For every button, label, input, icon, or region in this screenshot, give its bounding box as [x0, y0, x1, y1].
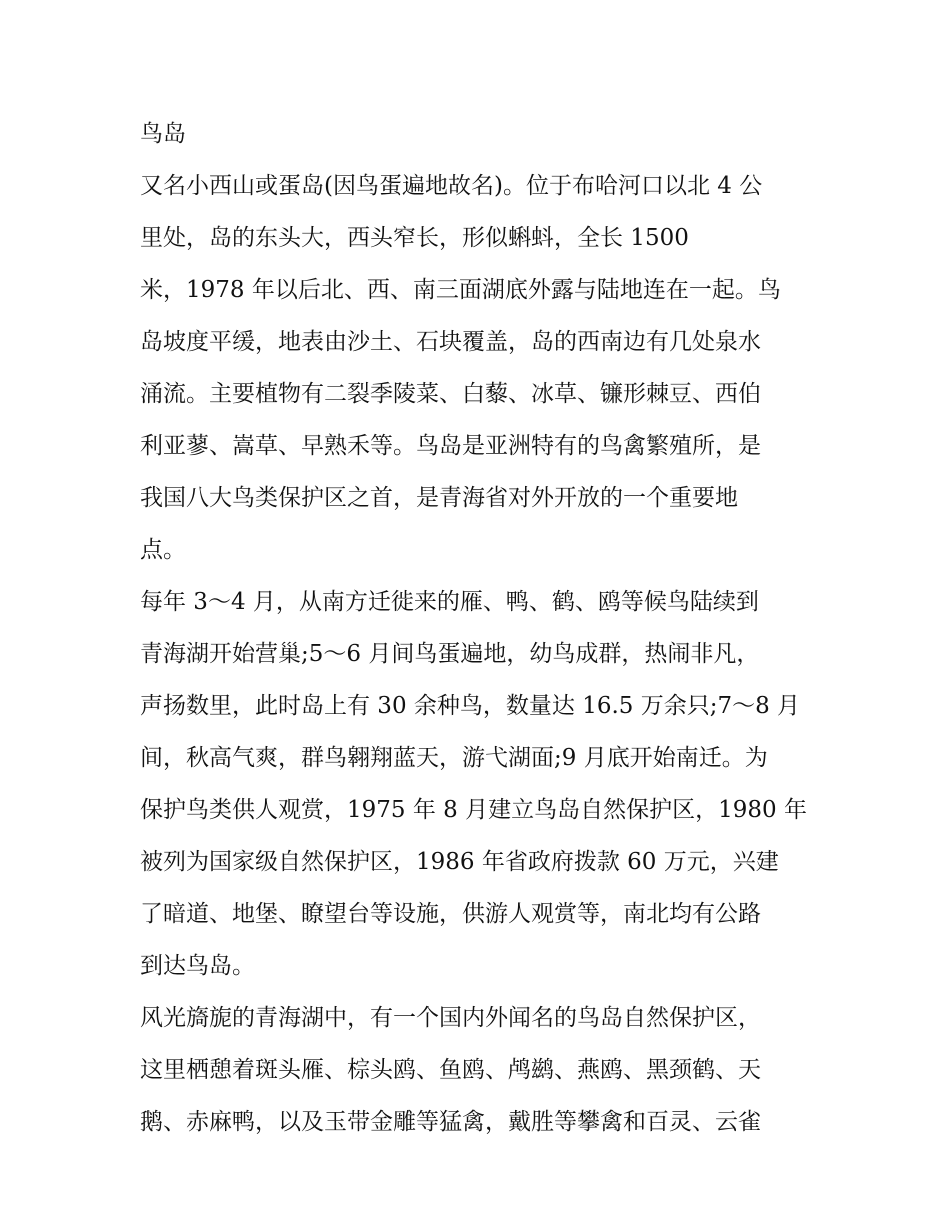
text-line: 鹅、赤麻鸭，以及玉带金雕等猛禽，戴胜等攀禽和百灵、云雀: [140, 1109, 761, 1135]
text-line: 利亚蓼、嵩草、早熟禾等。鸟岛是亚洲特有的鸟禽繁殖所，是: [140, 433, 761, 459]
text-line: 保护鸟类供人观赏，1975 年 8 月建立鸟岛自然保护区，1980 年: [140, 797, 807, 823]
text-line: 涌流。主要植物有二裂季陵菜、白藜、冰草、镰形棘豆、西伯: [140, 381, 761, 407]
document-page: [140, 108, 812, 1148]
text-line: 点。: [140, 537, 186, 563]
text-line: 又名小西山或蛋岛(因鸟蛋遍地故名)。位于布哈河口以北 4 公: [140, 173, 763, 199]
text-line: 青海湖开始营巢;5～6 月间鸟蛋遍地，幼鸟成群，热闹非凡，: [140, 641, 760, 667]
text-line: 到达鸟岛。: [140, 953, 255, 979]
text-line: 米，1978 年以后北、西、南三面湖底外露与陆地连在一起。鸟: [140, 277, 781, 303]
text-line: 风光旖旎的青海湖中，有一个国内外闻名的鸟岛自然保护区，: [140, 1005, 761, 1031]
paragraph-3: [140, 992, 812, 1148]
text-line: 了暗道、地堡、瞭望台等设施，供游人观赏等，南北均有公路: [140, 901, 761, 927]
document-title: 鸟岛: [140, 121, 186, 147]
text-line: 间，秋高气爽，群鸟翱翔蓝天，游弋湖面;9 月底开始南迁。为: [140, 745, 768, 771]
text-line: 我国八大鸟类保护区之首，是青海省对外开放的一个重要地: [140, 485, 738, 511]
text-line: 里处，岛的东头大，西头窄长，形似蝌蚪，全长 1500: [140, 225, 689, 251]
text-line: 每年 3～4 月，从南方迁徙来的雁、鸭、鹤、鸥等候鸟陆续到: [140, 589, 759, 615]
paragraph-2: [140, 576, 812, 992]
text-line: 被列为国家级自然保护区，1986 年省政府拨款 60 万元，兴建: [140, 849, 779, 875]
paragraph-1: [140, 160, 812, 576]
text-line: 岛坡度平缓，地表由沙土、石块覆盖，岛的西南边有几处泉水: [140, 329, 761, 355]
text-line: 这里栖憩着斑头雁、棕头鸥、鱼鸥、鸬鹚、燕鸥、黑颈鹤、天: [140, 1057, 761, 1083]
text-line: 声扬数里，此时岛上有 30 余种鸟，数量达 16.5 万余只;7～8 月: [140, 693, 801, 719]
